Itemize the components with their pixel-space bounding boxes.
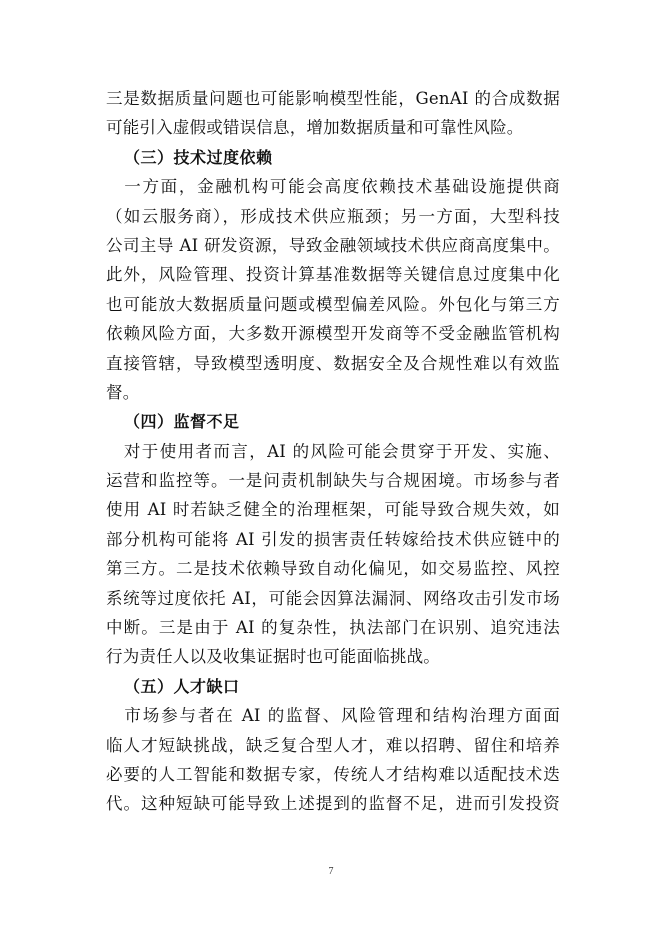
body-text-line: （如云服务商），形成技术供应瓶颈；另一方面，大型科技 <box>106 206 560 226</box>
body-text-line: 对于使用者而言，AI 的风险可能会贯穿于开发、实施、 <box>106 441 560 461</box>
body-text-line: 中断。三是由于 AI 的复杂性，执法部门在识别、追究违法 <box>106 618 560 638</box>
body-text-line: 使用 AI 时若缺乏健全的治理框架，可能导致合规失效，如 <box>106 500 560 520</box>
body-text-line: 第三方。二是技术依赖导致自动化偏见，如交易监控、风控 <box>106 559 560 579</box>
body-text-line: 直接管辖，导致模型透明度、数据安全及合规性难以有效监 <box>106 353 560 373</box>
section-heading: （五）人才缺口 <box>124 676 240 696</box>
body-text-line: 也可能放大数据质量问题或模型偏差风险。外包化与第三方 <box>106 294 560 314</box>
body-text-line: 此外，风险管理、投资计算基准数据等关键信息过度集中化 <box>106 265 560 285</box>
section-heading: （四）监督不足 <box>124 412 240 432</box>
body-text-line: 三是数据质量问题也可能影响模型性能，GenAI 的合成数据 <box>106 89 560 108</box>
body-text-line: 行为责任人以及收集证据时也可能面临挑战。 <box>106 647 440 667</box>
body-text-line: 必要的人工智能和数据专家，传统人才结构难以适配技术迭 <box>106 764 560 784</box>
body-text-line: 部分机构可能将 AI 引发的损害责任转嫁给技术供应链中的 <box>106 529 560 549</box>
body-text-line: 系统等过度依托 AI，可能会因算法漏洞、网络攻击引发市场 <box>106 588 560 608</box>
body-text-line: 依赖风险方面，大多数开源模型开发商等不受金融监管机构 <box>106 324 560 344</box>
body-text-line: 一方面，金融机构可能会高度依赖技术基础设施提供商 <box>106 177 560 197</box>
body-text-line: 市场参与者在 AI 的监督、风险管理和结构治理方面面 <box>106 706 560 726</box>
body-text-line: 公司主导 AI 研发资源，导致金融领域技术供应商高度集中。 <box>106 235 560 255</box>
body-text-line: 临人才短缺挑战，缺乏复合型人才，难以招聘、留住和培养 <box>106 735 560 755</box>
body-text-line: 运营和监控等。一是问责机制缺失与合规困境。市场参与者 <box>106 471 560 491</box>
body-text-line: 可能引入虚假或错误信息，增加数据质量和可靠性风险。 <box>106 118 524 138</box>
body-text-line: 督。 <box>106 382 140 402</box>
document-body <box>106 84 560 819</box>
body-text-line: 代。这种短缺可能导致上述提到的监督不足，进而引发投资 <box>106 794 560 814</box>
page-number: 7 <box>328 866 334 877</box>
section-heading: （三）技术过度依赖 <box>124 147 273 167</box>
